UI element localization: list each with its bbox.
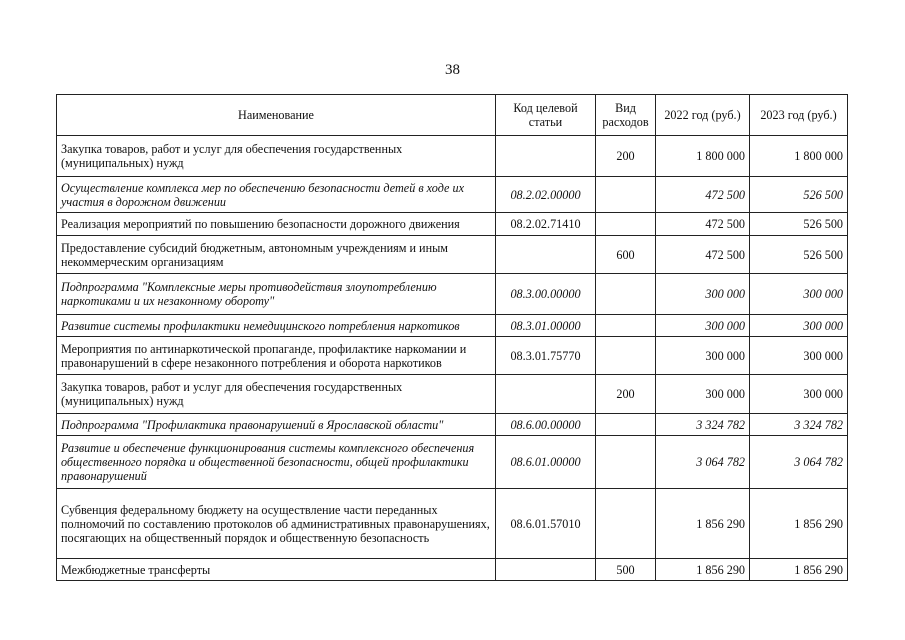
row-name-cell: Закупка товаров, работ и услуг для обеспечения государственных (муниципальных) нужд (57, 375, 496, 414)
row-code-cell (496, 559, 596, 581)
row-name-cell: Закупка товаров, работ и услуг для обеспечения государственных (муниципальных) нужд (57, 136, 496, 177)
row-name-cell: Подпрограмма "Комплексные меры противодействия злоупотреблению наркотиками и их незаконному обороту" (57, 274, 496, 315)
row-2023-amount-cell: 300 000 (750, 337, 848, 375)
table-row (57, 559, 848, 581)
header-code: Код целевой статьи (496, 95, 596, 136)
row-code-cell: 08.3.01.75770 (496, 337, 596, 375)
row-name-cell: Межбюджетные трансферты (57, 559, 496, 581)
row-2023-amount-cell: 300 000 (750, 315, 848, 337)
row-expense-type-cell: 200 (596, 136, 656, 177)
row-2023-amount-cell: 3 324 782 (750, 414, 848, 436)
header-name: Наименование (57, 95, 496, 136)
row-code-cell (496, 375, 596, 414)
row-expense-type-cell (596, 337, 656, 375)
budget-table (56, 94, 848, 581)
page-number: 38 (445, 62, 460, 78)
row-2023-amount-cell: 526 500 (750, 236, 848, 274)
table-row (57, 136, 848, 177)
row-2023-amount-cell: 300 000 (750, 274, 848, 315)
table-row (57, 274, 848, 315)
row-2023-amount-cell: 1 856 290 (750, 489, 848, 559)
header-2022: 2022 год (руб.) (656, 95, 750, 136)
row-name-cell: Развитие и обеспечение функционирования системы комплексного обеспечения общественного порядка и общественной безопасности, общей профилактики правонарушений (57, 436, 496, 489)
row-2022-amount-cell: 472 500 (656, 213, 750, 236)
table-row (57, 315, 848, 337)
row-2022-amount-cell: 300 000 (656, 337, 750, 375)
row-2023-amount-cell: 526 500 (750, 213, 848, 236)
row-name-cell: Предоставление субсидий бюджетным, автономным учреждениям и иным некоммерческим организациям (57, 236, 496, 274)
row-expense-type-cell (596, 213, 656, 236)
row-2023-amount-cell: 1 856 290 (750, 559, 848, 581)
header-2023: 2023 год (руб.) (750, 95, 848, 136)
row-expense-type-cell (596, 489, 656, 559)
row-code-cell: 08.6.01.00000 (496, 436, 596, 489)
table-header-row (57, 95, 848, 136)
row-name-cell: Мероприятия по антинаркотической пропаганде, профилактике наркомании и правонарушений в сфере незаконного потребления и оборота наркотиков (57, 337, 496, 375)
row-2022-amount-cell: 300 000 (656, 375, 750, 414)
table-row (57, 375, 848, 414)
row-name-cell: Осуществление комплекса мер по обеспечению безопасности детей в ходе их участия в дорожном движении (57, 177, 496, 213)
row-2023-amount-cell: 526 500 (750, 177, 848, 213)
row-code-cell (496, 136, 596, 177)
row-2023-amount-cell: 300 000 (750, 375, 848, 414)
row-expense-type-cell (596, 315, 656, 337)
row-2022-amount-cell: 1 856 290 (656, 489, 750, 559)
row-code-cell: 08.6.00.00000 (496, 414, 596, 436)
row-2022-amount-cell: 3 064 782 (656, 436, 750, 489)
table-body (57, 136, 848, 581)
table-row (57, 236, 848, 274)
row-name-cell: Реализация мероприятий по повышению безопасности дорожного движения (57, 213, 496, 236)
table-row (57, 436, 848, 489)
row-2022-amount-cell: 3 324 782 (656, 414, 750, 436)
table-row (57, 414, 848, 436)
table-row (57, 337, 848, 375)
row-name-cell: Субвенция федеральному бюджету на осуществление части переданных полномочий по составлению протоколов об административных правонарушениях, посягающих на общественный порядок и общественную безопасность (57, 489, 496, 559)
row-2022-amount-cell: 300 000 (656, 274, 750, 315)
row-expense-type-cell: 600 (596, 236, 656, 274)
row-expense-type-cell (596, 414, 656, 436)
row-code-cell: 08.3.00.00000 (496, 274, 596, 315)
row-2022-amount-cell: 1 856 290 (656, 559, 750, 581)
header-expense-type: Вид расходов (596, 95, 656, 136)
table-row (57, 177, 848, 213)
row-code-cell (496, 236, 596, 274)
row-code-cell: 08.2.02.71410 (496, 213, 596, 236)
table-row (57, 213, 848, 236)
row-expense-type-cell: 500 (596, 559, 656, 581)
row-expense-type-cell (596, 436, 656, 489)
row-expense-type-cell (596, 177, 656, 213)
row-expense-type-cell (596, 274, 656, 315)
row-code-cell: 08.3.01.00000 (496, 315, 596, 337)
row-name-cell: Подпрограмма "Профилактика правонарушений в Ярославской области" (57, 414, 496, 436)
row-name-cell: Развитие системы профилактики немедицинского потребления наркотиков (57, 315, 496, 337)
row-2023-amount-cell: 1 800 000 (750, 136, 848, 177)
row-2022-amount-cell: 472 500 (656, 177, 750, 213)
table-row (57, 489, 848, 559)
row-expense-type-cell: 200 (596, 375, 656, 414)
row-code-cell: 08.2.02.00000 (496, 177, 596, 213)
row-2022-amount-cell: 300 000 (656, 315, 750, 337)
row-2022-amount-cell: 1 800 000 (656, 136, 750, 177)
row-2022-amount-cell: 472 500 (656, 236, 750, 274)
row-2023-amount-cell: 3 064 782 (750, 436, 848, 489)
row-code-cell: 08.6.01.57010 (496, 489, 596, 559)
